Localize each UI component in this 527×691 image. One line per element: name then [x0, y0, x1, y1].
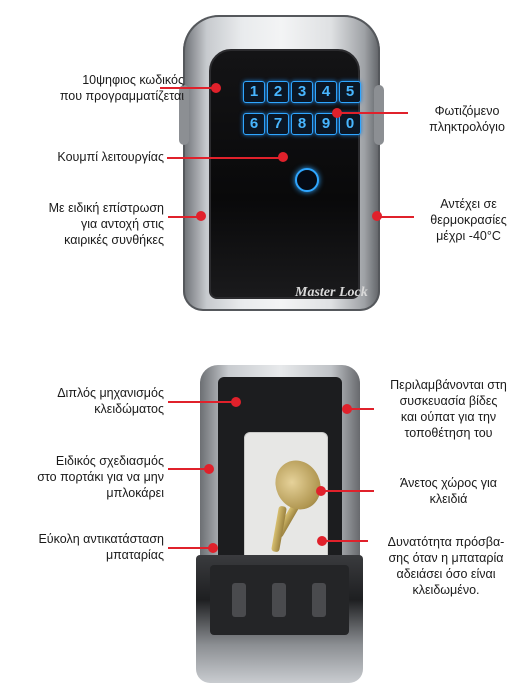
latch-prong [232, 583, 246, 617]
right-side-trim [374, 85, 384, 145]
latch-prong [312, 583, 326, 617]
label-key-space: Άνετος χώρος για κλειδιά [400, 476, 497, 506]
callout-line [336, 112, 408, 114]
callout-line [168, 401, 236, 403]
keypad-key[interactable]: 0 [339, 113, 361, 135]
keypad-key[interactable]: 7 [267, 113, 289, 135]
lockbox-door [196, 555, 363, 683]
callout-line [320, 490, 374, 492]
callout-line [322, 540, 368, 542]
label-function-button: Κουμπί λειτουργίας [57, 150, 164, 164]
keypad-key[interactable]: 5 [339, 81, 361, 103]
label-anti-jam-door: Ειδικός σχεδιασμός στο πορτάκι για να μην μπλοκάρει [37, 454, 164, 500]
keypad-key[interactable]: 4 [315, 81, 337, 103]
label-battery-replacement: Εύκολη αντικατάσταση μπαταρίας [38, 532, 164, 562]
function-button[interactable] [295, 168, 319, 192]
callout-dot [211, 83, 221, 93]
door-inner-panel [210, 565, 349, 635]
callout-line [378, 216, 414, 218]
keypad-key[interactable]: 9 [315, 113, 337, 135]
callout-dot [278, 152, 288, 162]
label-temperature: Αντέχει σε θερμοκρασίες μέχρι -40°C [430, 197, 507, 243]
label-illuminated-keypad: Φωτιζόμενο πληκτρολόγιο [429, 104, 505, 134]
brand-logo: Master Lock [295, 285, 368, 300]
callout-dot [317, 536, 327, 546]
label-dead-battery-access: Δυνατότητα πρόσβα- σης όταν η μπαταρία αδειάσει όσο είναι κλειδωμένο. [387, 535, 505, 597]
callout-dot [231, 397, 241, 407]
label-screws-included: Περιλαμβάνονται στη συσκευασία βίδες και ούπατ για την τοποθέτηση του [390, 378, 507, 440]
keypad-key[interactable]: 1 [243, 81, 265, 103]
label-weather-coating: Με ειδική επίστρωση για αντοχή στις καιρικές συνθήκες [48, 201, 164, 247]
keypad-lockbox-image [183, 15, 380, 311]
keypad-key[interactable]: 6 [243, 113, 265, 135]
callout-line [168, 547, 212, 549]
callout-dot [204, 464, 214, 474]
callout-dot [196, 211, 206, 221]
callout-dot [208, 543, 218, 553]
callout-dot [372, 211, 382, 221]
latch-prong [272, 583, 286, 617]
label-dual-locking: Διπλός μηχανισμός κλειδώματος [57, 386, 164, 416]
lockbox-front-panel [209, 49, 368, 300]
callout-line [160, 87, 216, 89]
callout-dot [316, 486, 326, 496]
keypad-key[interactable]: 8 [291, 113, 313, 135]
callout-dot [332, 108, 342, 118]
callout-line [167, 157, 283, 159]
callout-line [168, 468, 208, 470]
keypad-key[interactable]: 3 [291, 81, 313, 103]
keypad-key[interactable]: 2 [267, 81, 289, 103]
callout-dot [342, 404, 352, 414]
open-lockbox-image [196, 365, 363, 683]
label-10-digit-code: 10ψηφιος κωδικός που προγραμματίζεται [59, 73, 184, 103]
